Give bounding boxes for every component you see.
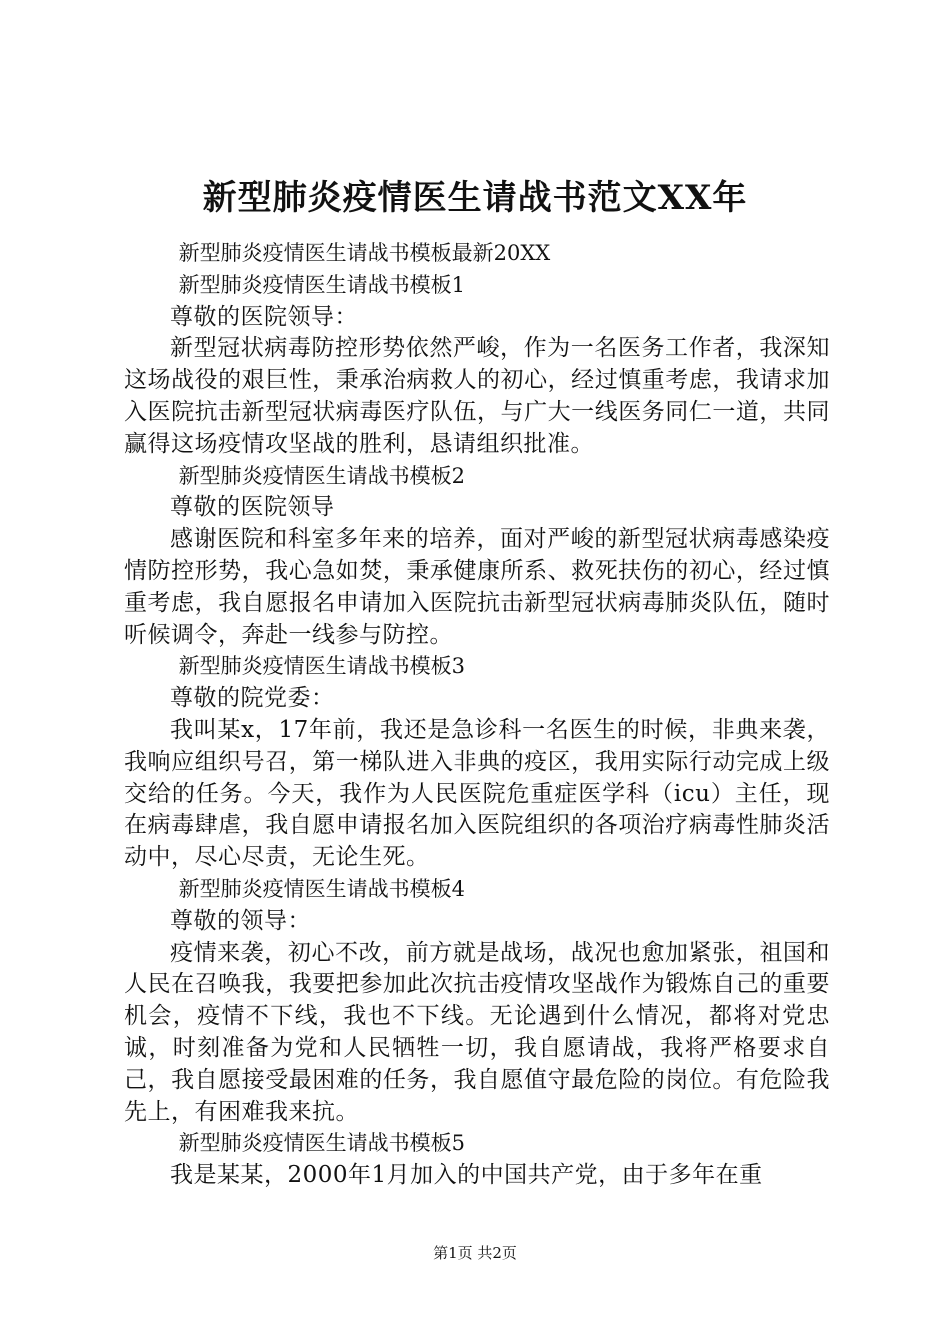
section-heading: 新型肺炎疫情医生请战书模板1: [178, 272, 465, 297]
document-body: [124, 238, 830, 1192]
body-paragraph: 疫情来袭，初心不改，前方就是战场，战况也愈加紧张，祖国和人民在召唤我，我要把参加此次抗击疫情攻坚战作为锻炼自己的重要机会，疫情不下线，我也不下线。无论遇到什么情况，都将对党忠诚，时刻准备为党和人民牺牲一切，我自愿请战，我将严格要求自己，我自愿接受最困难的任务，我自愿值守最危险的岗位。有危险我先上，有困难我来抗。: [124, 939, 830, 1125]
salutation: 尊敬的领导：: [170, 907, 311, 934]
section-heading: 新型肺炎疫情医生请战书模板最新20XX: [178, 241, 551, 265]
section-heading: 新型肺炎疫情医生请战书模板4: [178, 876, 465, 901]
body-paragraph: 新型冠状病毒防控形势依然严峻，作为一名医务工作者，我深知这场战役的艰巨性，秉承治病救人的初心，经过慎重考虑，我请求加入医院抗击新型冠状病毒医疗队伍，与广大一线医务同仁一道，共同赢得这场疫情攻坚战的胜利，恳请组织批准。: [124, 335, 830, 457]
body-paragraph: 感谢医院和科室多年来的培养，面对严峻的新型冠状病毒感染疫情防控形势，我心急如焚，秉承健康所系、救死扶伤的初心，经过慎重考虑，我自愿报名申请加入医院抗击新型冠状病毒肺炎队伍，随时听候调令，奔赴一线参与防控。: [124, 526, 830, 648]
body-paragraph: 我叫某x，17年前，我还是急诊科一名医生的时候，非典来袭，我响应组织号召，第一梯队进入非典的疫区，我用实际行动完成上级交给的任务。今天，我作为人民医院危重症医学科（icu）主任，现在病毒肆虐，我自愿申请报名加入医院组织的各项治疗病毒性肺炎活动中，尽心尽责，无论生死。: [124, 716, 830, 871]
salutation: 尊敬的院党委：: [170, 685, 335, 712]
section-heading: 新型肺炎疫情医生请战书模板5: [178, 1131, 465, 1156]
salutation: 尊敬的医院领导：: [170, 303, 358, 330]
section-heading: 新型肺炎疫情医生请战书模板2: [178, 463, 465, 488]
page-footer: 第1页 共2页: [433, 1244, 517, 1262]
section-heading: 新型肺炎疫情医生请战书模板3: [178, 654, 465, 679]
body-paragraph: 我是某某，2000年1月加入的中国共产党，由于多年在重: [170, 1162, 763, 1189]
salutation: 尊敬的医院领导: [170, 494, 335, 521]
document-title: 新型肺炎疫情医生请战书范文XX年: [202, 178, 748, 218]
